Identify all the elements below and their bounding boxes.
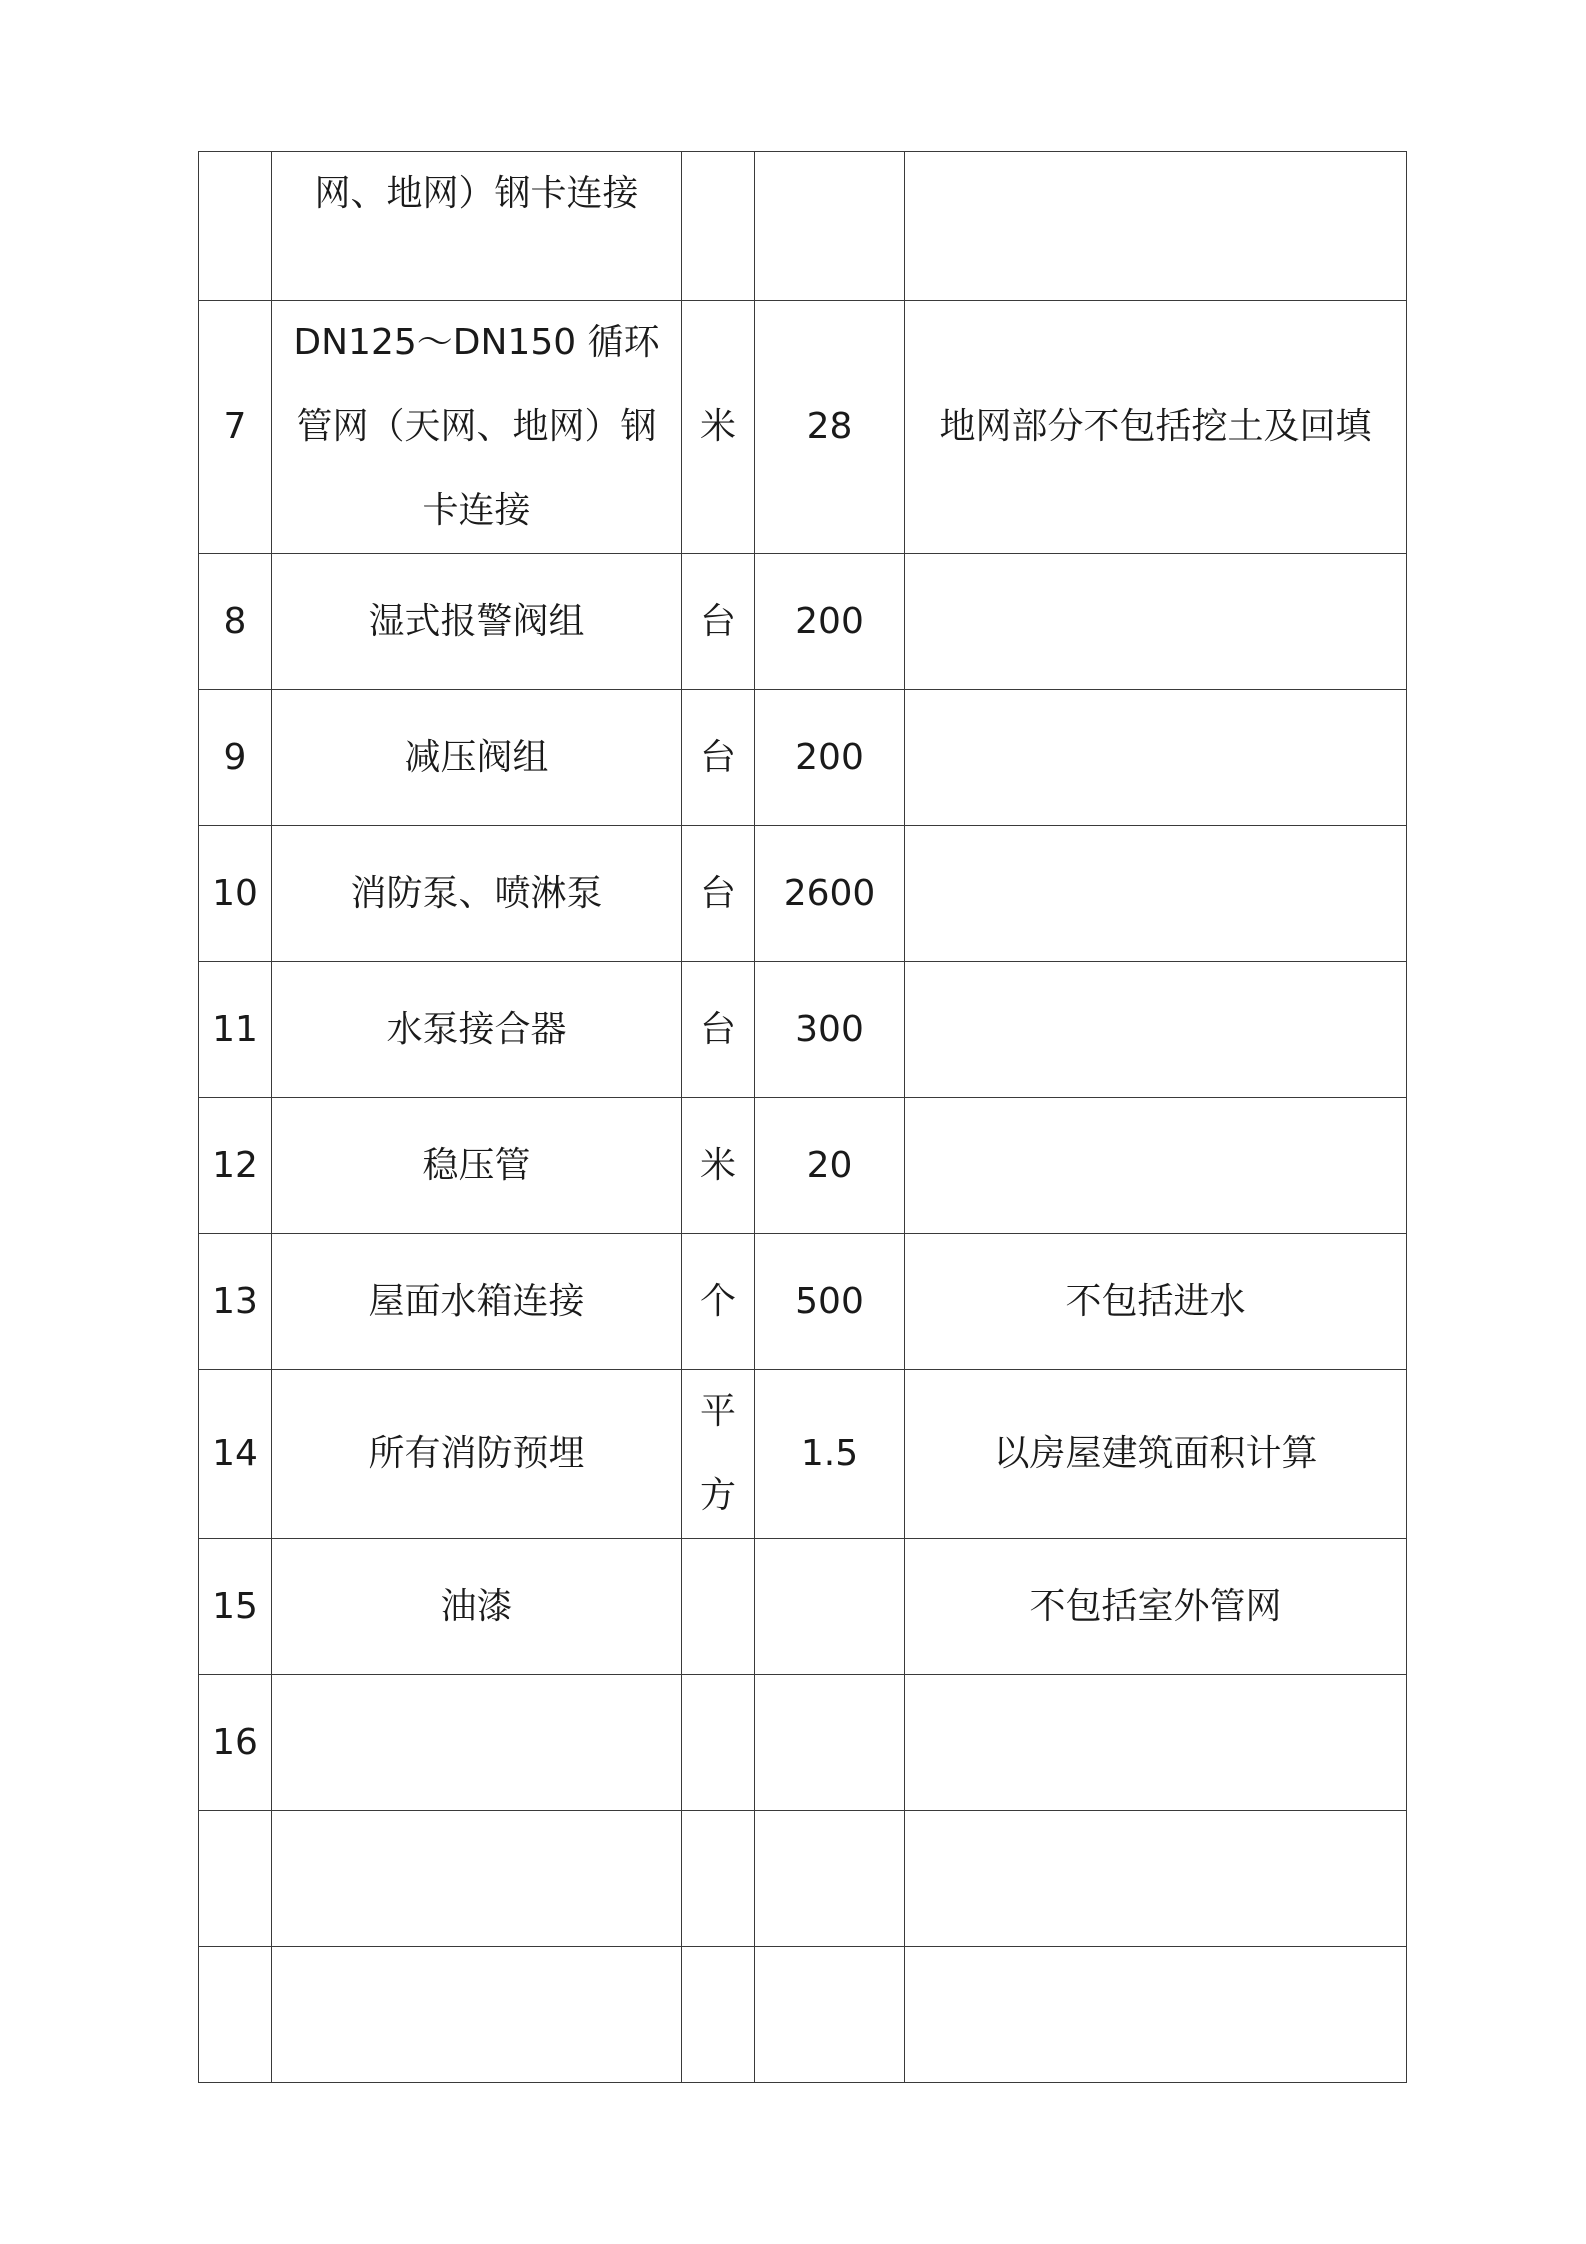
cell-unit-price: 200	[755, 690, 905, 826]
cell-item-name: 屋面水箱连接	[272, 1234, 682, 1370]
cell-unit-price	[755, 1539, 905, 1675]
cell-item-name: 所有消防预埋	[272, 1370, 682, 1539]
cell-unit: 米	[682, 1098, 755, 1234]
table-row	[199, 1811, 1407, 1947]
cell-remark: 不包括进水	[905, 1234, 1407, 1370]
cell-item-name	[272, 1947, 682, 2083]
table-row	[199, 1234, 1407, 1370]
cell-no: 8	[199, 554, 272, 690]
cell-remark	[905, 1811, 1407, 1947]
cell-unit-price: 28	[755, 301, 905, 554]
cell-unit-price: 2600	[755, 826, 905, 962]
cell-remark: 地网部分不包括挖土及回填	[905, 301, 1407, 554]
table-row	[199, 826, 1407, 962]
cell-unit-price: 500	[755, 1234, 905, 1370]
cell-unit	[682, 1675, 755, 1811]
table-row	[199, 1539, 1407, 1675]
cell-remark	[905, 690, 1407, 826]
fire-protection-quote-table	[198, 151, 1407, 2083]
cell-unit-price	[755, 1811, 905, 1947]
table-row	[199, 1098, 1407, 1234]
table-row	[199, 1947, 1407, 2083]
cell-no	[199, 1947, 272, 2083]
cell-no: 11	[199, 962, 272, 1098]
cell-item-name: 稳压管	[272, 1098, 682, 1234]
cell-remark	[905, 962, 1407, 1098]
cell-no: 14	[199, 1370, 272, 1539]
cell-unit: 米	[682, 301, 755, 554]
table-row	[199, 1675, 1407, 1811]
cell-unit	[682, 1539, 755, 1675]
table-row	[199, 554, 1407, 690]
cell-no: 12	[199, 1098, 272, 1234]
cell-unit: 台	[682, 826, 755, 962]
cell-no: 13	[199, 1234, 272, 1370]
cell-remark: 不包括室外管网	[905, 1539, 1407, 1675]
table-row	[199, 690, 1407, 826]
cell-unit: 台	[682, 962, 755, 1098]
cell-no: 9	[199, 690, 272, 826]
cell-remark	[905, 554, 1407, 690]
cell-item-name	[272, 1675, 682, 1811]
cell-remark	[905, 1947, 1407, 2083]
cell-remark	[905, 1675, 1407, 1811]
cell-unit: 台	[682, 554, 755, 690]
cell-item-name: DN125～DN150 循环管网（天网、地网）钢卡连接	[272, 301, 682, 554]
table-row	[199, 301, 1407, 554]
cell-no: 15	[199, 1539, 272, 1675]
cell-unit-price	[755, 152, 905, 301]
cell-item-name: 湿式报警阀组	[272, 554, 682, 690]
cell-remark	[905, 826, 1407, 962]
cell-unit: 个	[682, 1234, 755, 1370]
cell-unit	[682, 1811, 755, 1947]
cell-item-name: 减压阀组	[272, 690, 682, 826]
cell-unit: 平方	[682, 1370, 755, 1539]
table-row	[199, 152, 1407, 301]
cell-unit-price	[755, 1675, 905, 1811]
cell-unit-price: 1.5	[755, 1370, 905, 1539]
cell-no: 10	[199, 826, 272, 962]
cell-no: 7	[199, 301, 272, 554]
cell-remark	[905, 152, 1407, 301]
cell-item-name	[272, 1811, 682, 1947]
cell-remark: 以房屋建筑面积计算	[905, 1370, 1407, 1539]
table-row	[199, 1370, 1407, 1539]
cell-unit-price	[755, 1947, 905, 2083]
cell-unit-price: 20	[755, 1098, 905, 1234]
cell-unit-price: 200	[755, 554, 905, 690]
cell-no	[199, 1811, 272, 1947]
cell-unit-price: 300	[755, 962, 905, 1098]
cell-remark	[905, 1098, 1407, 1234]
table-row	[199, 962, 1407, 1098]
cell-unit	[682, 152, 755, 301]
cell-unit: 台	[682, 690, 755, 826]
cell-item-name: 油漆	[272, 1539, 682, 1675]
cell-unit	[682, 1947, 755, 2083]
cell-item-name: 消防泵、喷淋泵	[272, 826, 682, 962]
cell-item-name: 水泵接合器	[272, 962, 682, 1098]
cell-item-name: 网、地网）钢卡连接	[272, 152, 682, 301]
cell-no	[199, 152, 272, 301]
cell-no: 16	[199, 1675, 272, 1811]
